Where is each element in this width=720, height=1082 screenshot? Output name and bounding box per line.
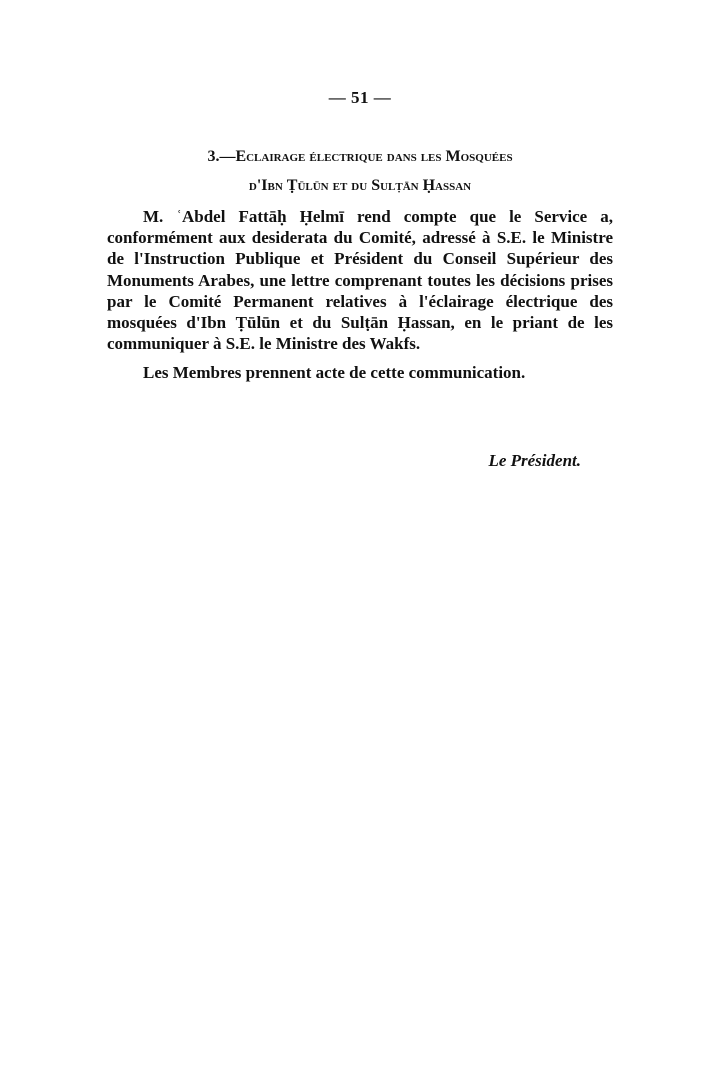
section-heading-line-2: d'Ibn Ṭūlūn et du Sulṭān Ḥassan	[248, 177, 472, 194]
section-heading-line-1: 3.—Eclairage électrique dans les Mosquées	[207, 148, 513, 165]
section-heading	[108, 142, 612, 200]
page-number: — 51 —	[328, 88, 392, 107]
paragraph-report: M. ʿAbdel Fattāḥ Ḥelmī rend compte que le Service a, conformément aux desiderata du Comité, adressé à S.E. le Ministre de l'Instruction Publique et Président du Conseil Supérieur des Monuments Arabes, une lettre comprenant toutes les décisions prises par le Comité Permanent relatives à l'éclairage électrique des mosquées d'Ibn Ṭūlūn et du Sulṭān Ḥassan, en le priant de les communiquer à S.E. le Ministre des Wakfs.	[107, 207, 613, 354]
paragraph-acknowledgement: Les Membres prennent acte de cette communication.	[143, 363, 526, 383]
body-text	[107, 206, 613, 384]
signature: Le Président.	[488, 451, 581, 470]
